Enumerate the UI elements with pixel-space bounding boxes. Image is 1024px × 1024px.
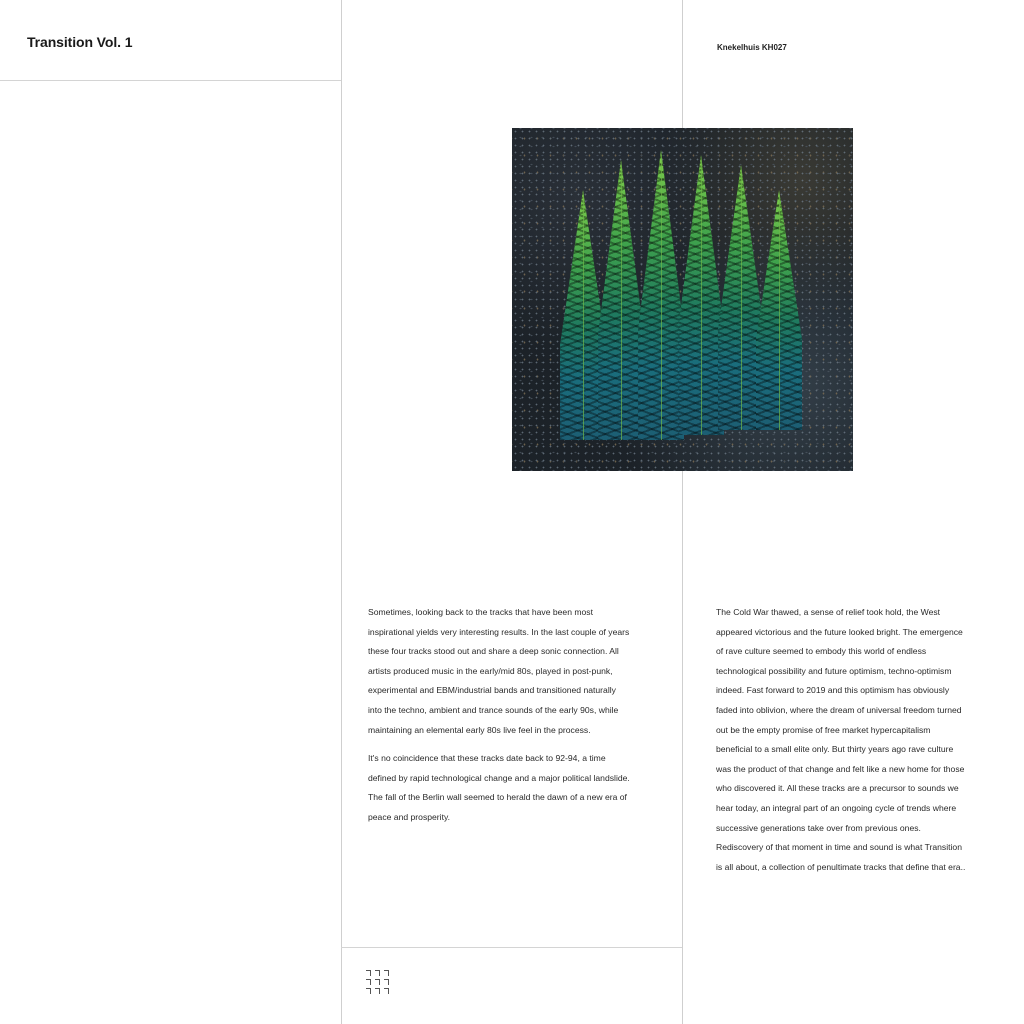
label-logo-icon [366,970,392,996]
fern-frond [678,155,724,435]
footer-divider [341,947,682,948]
title-underline [0,80,341,81]
fern-frond [756,190,802,430]
fern-frond [598,160,644,440]
liner-notes-middle [368,603,630,837]
paragraph: Sometimes, looking back to the tracks that have been most inspirational yields very interesting results. In the last couple of years these four tracks stood out and share a deep sonic connection. All artists produced music in the early/mid 80s, played in post-punk, experimental and EBM/industrial bands and transitioned naturally into the techno, ambient and trance sounds of the early 90s, while maintaining an elemental early 80s live feel in the process. [368,607,630,735]
fern-arrangement [560,150,810,440]
liner-notes-right [716,603,966,886]
paragraph: The Cold War thawed, a sense of relief took hold, the West appeared victorious and the future looked bright. The emergence of rave culture seemed to embody this world of endless technological possibility and future optimism, techno-optimism indeed. Fast forward to 2019 and this optimism has obviously faded into oblivion, where the dream of universal freedom turned out be the empty promise of free market hypercapitalism beneficial to a small elite only. But thirty years ago rave culture was the product of that change and felt like a new home for those who discovered it. All these tracks are a precursor to sounds we hear today, an integral part of an ongoing cycle of trends where successive generations take over from previous ones. Rediscovery of that moment in time and sound is what Transition is all about, a collection of penultimate tracks that define that era.. [716,607,966,872]
catalog-number: Knekelhuis KH027 [717,43,787,52]
release-title: Transition Vol. 1 [27,34,133,50]
fern-frond [638,150,684,440]
panel-divider-1 [341,0,342,1024]
cover-artwork [512,128,853,471]
paragraph: It's no coincidence that these tracks date back to 92-94, a time defined by rapid technological change and a major political landslide. The fall of the Berlin wall seemed to herald the dawn of a new era of peace and prosperity. [368,753,630,822]
